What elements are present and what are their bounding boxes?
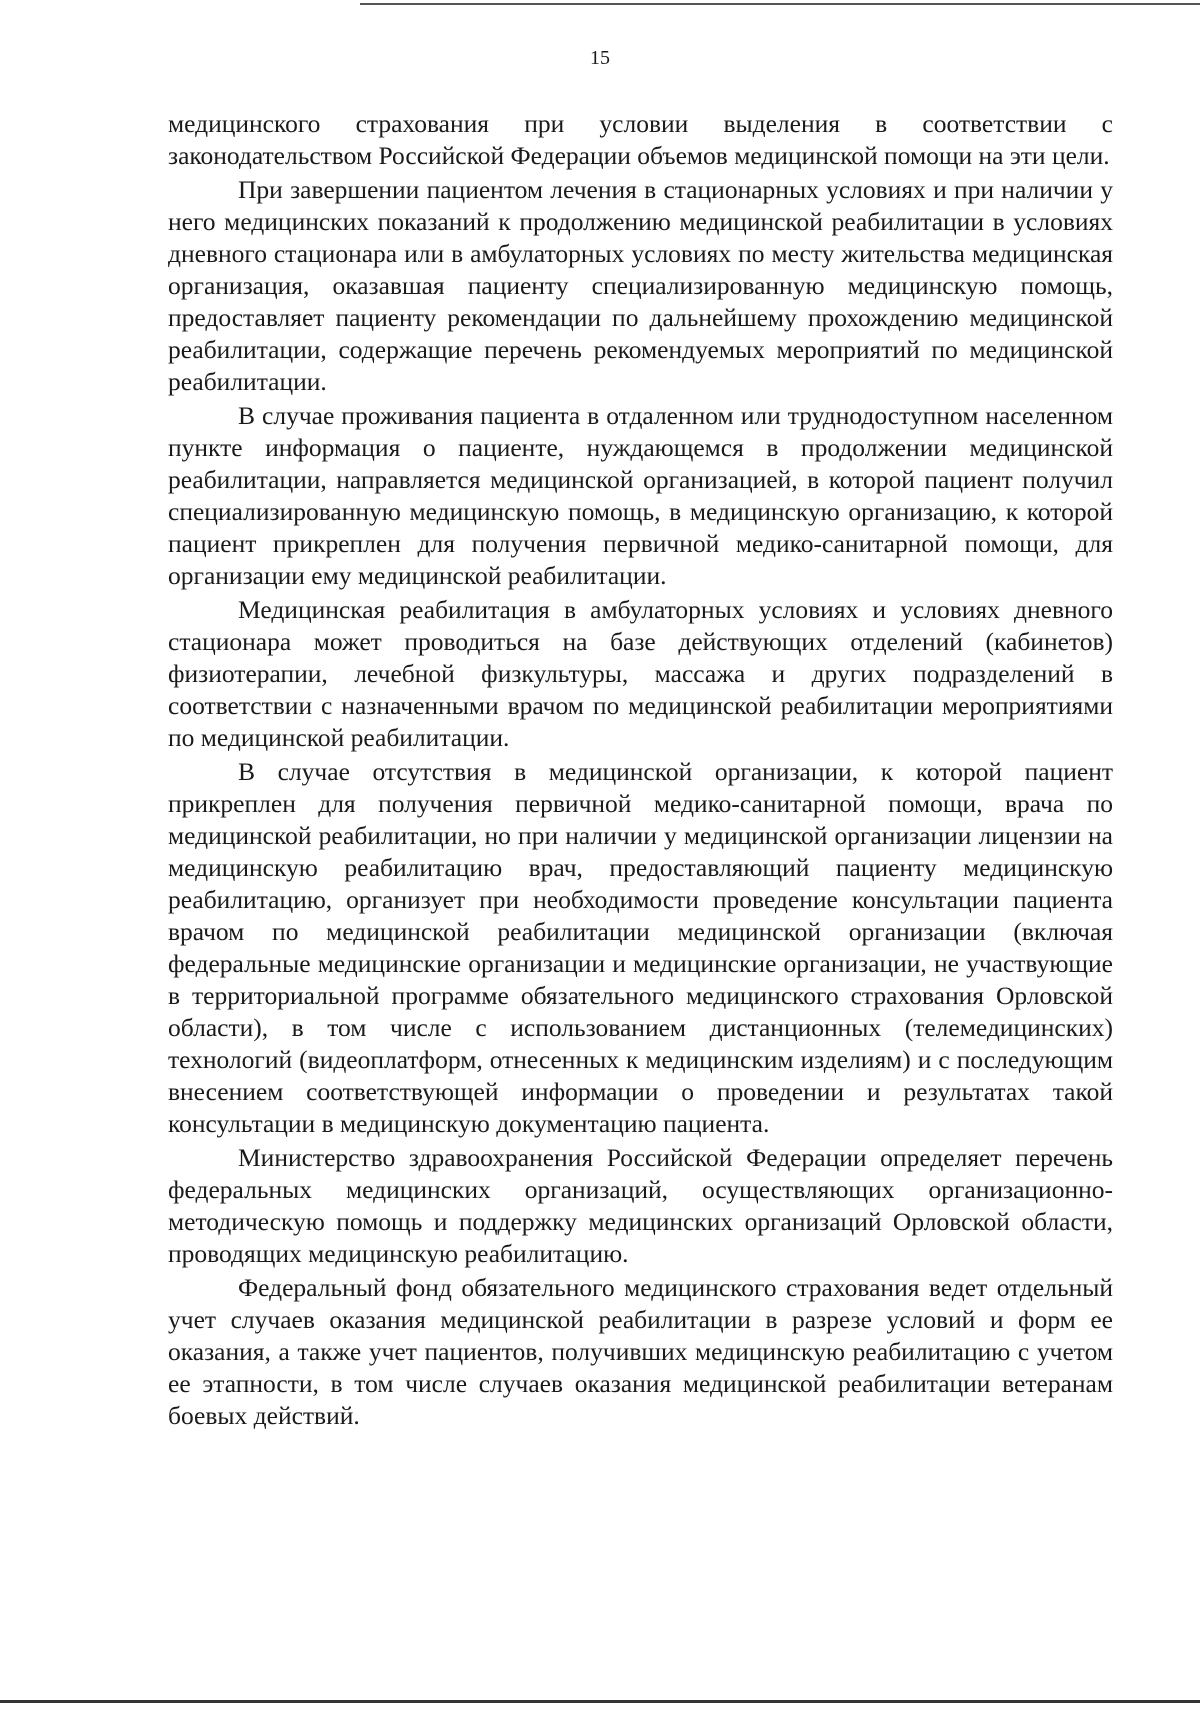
page-number: 15 [590,47,610,69]
paragraph: При завершении пациентом лечения в стационарных условиях и при наличии у него медицинских показаний к продолжению медицинской реабилитации в условиях дневного стационара или в амбулаторных условиях по месту жительства медицинская организация, оказавшая пациенту специализированную медицинскую помощь, предоставляет пациенту рекомендации по дальнейшему прохождению медицинской реабилитации, содержащие перечень рекомендуемых мероприятий по медицинской реабилитации. [168,175,1113,396]
top-scan-rule [360,3,1200,5]
paragraph: В случае отсутствия в медицинской организации, к которой пациент прикреплен для получения первичной медико-санитарной помощи, врача по медицинской реабилитации, но при наличии у медицинской организации лицензии на медицинскую реабилитацию врач, предоставляющий пациенту медицинскую реабилитацию, организует при необходимости проведение консультации пациента врачом по медицинской реабилитации медицинской организации (включая федеральные медицинские организации и медицинские организации, не участвующие в территориальной программе обязательного медицинского страхования Орловской области), в том числе с использованием дистанционных (телемедицинских) технологий (видеоплатформ, отнесенных к медицинским изделиям) и с последующим внесением соответствующей информации о проведении и результатах такой консультации в медицинскую документацию пациента. [168,757,1113,1138]
paragraph: Федеральный фонд обязательного медицинского страхования ведет отдельный учет случаев оказания медицинской реабилитации в разрезе условий и форм ее оказания, а также учет пациентов, получивших медицинскую реабилитацию с учетом ее этапности, в том числе случаев оказания медицинской реабилитации ветеранам боевых действий. [168,1273,1113,1430]
paragraph: Медицинская реабилитация в амбулаторных условиях и условиях дневного стационара может проводиться на базе действующих отделений (кабинетов) физиотерапии, лечебной физкультуры, массажа и других подразделений в соответствии с назначенными врачом по медицинской реабилитации мероприятиями по медицинской реабилитации. [168,595,1113,752]
paragraph: В случае проживания пациента в отдаленном или труднодоступном населенном пункте информация о пациенте, нуждающемся в продолжении медицинской реабилитации, направляется медицинской организацией, в которой пациент получил специализированную медицинскую помощь, в медицинскую организацию, к которой пациент прикреплен для получения первичной медико-санитарной помощи, для организации ему медицинской реабилитации. [168,401,1113,590]
paragraph: Министерство здравоохранения Российской Федерации определяет перечень федеральных медицинских организаций, осуществляющих организационно-методическую помощь и поддержку медицинских организаций Орловской области, проводящих медицинскую реабилитацию. [168,1143,1113,1268]
document-body [168,108,1113,1432]
paragraph-continuation: медицинского страхования при условии выделения в соответствии с законодательством Российской Федерации объемов медицинской помощи на эти цели. [168,109,1113,170]
bottom-scan-rule [0,1700,1200,1703]
